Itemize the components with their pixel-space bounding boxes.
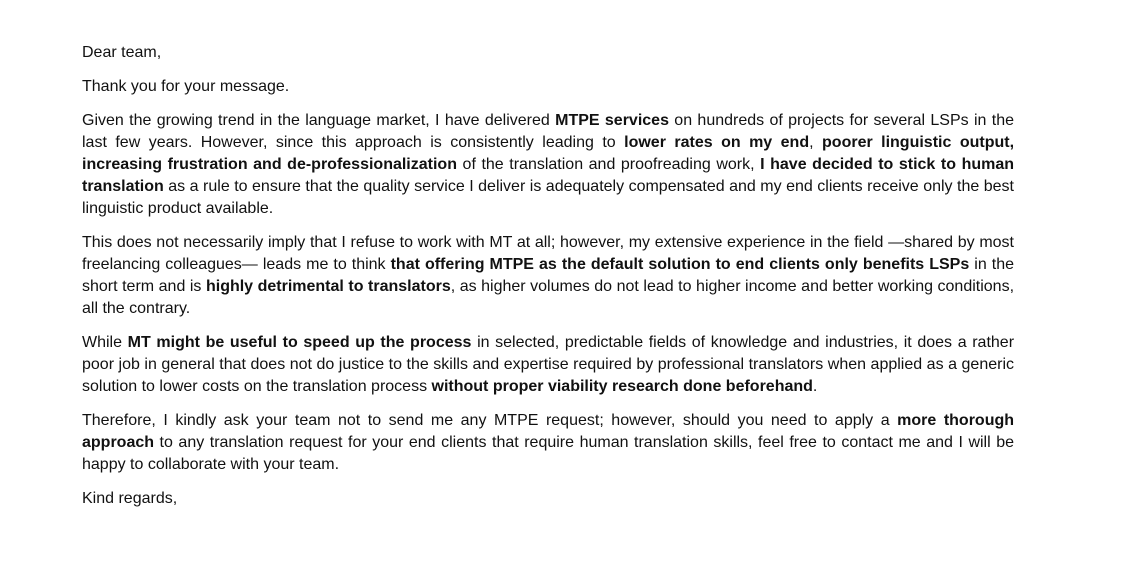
- body-text: , as higher volumes do not lead to higher income and better working conditions, all the contrary.: [82, 278, 1015, 317]
- body-text: While: [82, 334, 128, 351]
- body-text: Therefore, I kindly ask your team not to send me any MTPE request; however, should you need to apply a: [82, 412, 898, 429]
- body-text: in the short term and is: [82, 256, 1015, 295]
- emphasized-text: MTPE services: [555, 112, 669, 129]
- body-text: This does not necessarily imply that I refuse to work with MT at all; however, my extensive experience in the field —shared by most freelancing colleagues— leads me to think: [82, 234, 1014, 273]
- emphasized-text: lower rates on my end: [624, 134, 810, 151]
- body-text: as a rule to ensure that the quality service I deliver is adequately compensated and my end clients receive only the best linguistic product available.: [82, 178, 1014, 217]
- emphasized-text: poorer linguistic output, increasing frustration and de-professionalization: [82, 134, 1015, 173]
- body-text: .: [812, 378, 818, 395]
- thanks-line: Thank you for your message.: [82, 78, 290, 95]
- body-text: on hundreds of projects for several LSPs in the last few years. However, since this approach is consistently leading to: [82, 112, 1015, 151]
- paragraph-request: [82, 410, 1014, 476]
- greeting-line: Dear team,: [82, 44, 162, 61]
- emphasized-text: more thorough approach: [82, 412, 1015, 451]
- emphasized-text: highly detrimental to translators: [205, 278, 451, 295]
- emphasized-text: MT might be useful to speed up the process: [127, 334, 472, 351]
- body-text: in selected, predictable fields of knowledge and industries, it does a rather poor job in general that does not do justice to the skills and expertise required by professional translators when applied as a generic solution to lower costs on the translation process: [82, 334, 1015, 395]
- body-text: ,: [809, 134, 823, 151]
- emphasized-text: that offering MTPE as the default solution to end clients only benefits LSPs: [390, 256, 970, 273]
- paragraph-mtpe-experience: [82, 110, 1014, 220]
- paragraph-mt-position: [82, 232, 1014, 320]
- closing-line: Kind regards,: [82, 490, 178, 507]
- emphasized-text: I have decided to stick to human translation: [82, 156, 1015, 195]
- body-text: of the translation and proofreading work,: [456, 156, 761, 173]
- body-text: to any translation request for your end clients that require human translation skills, feel free to contact me and I will be happy to collaborate with your team.: [82, 434, 1014, 473]
- emphasized-text: without proper viability research done beforehand: [431, 378, 813, 395]
- paragraph-mt-usefulness: [82, 332, 1014, 398]
- body-text: Given the growing trend in the language market, I have delivered: [82, 112, 556, 129]
- email-letter-body: [82, 42, 1014, 522]
